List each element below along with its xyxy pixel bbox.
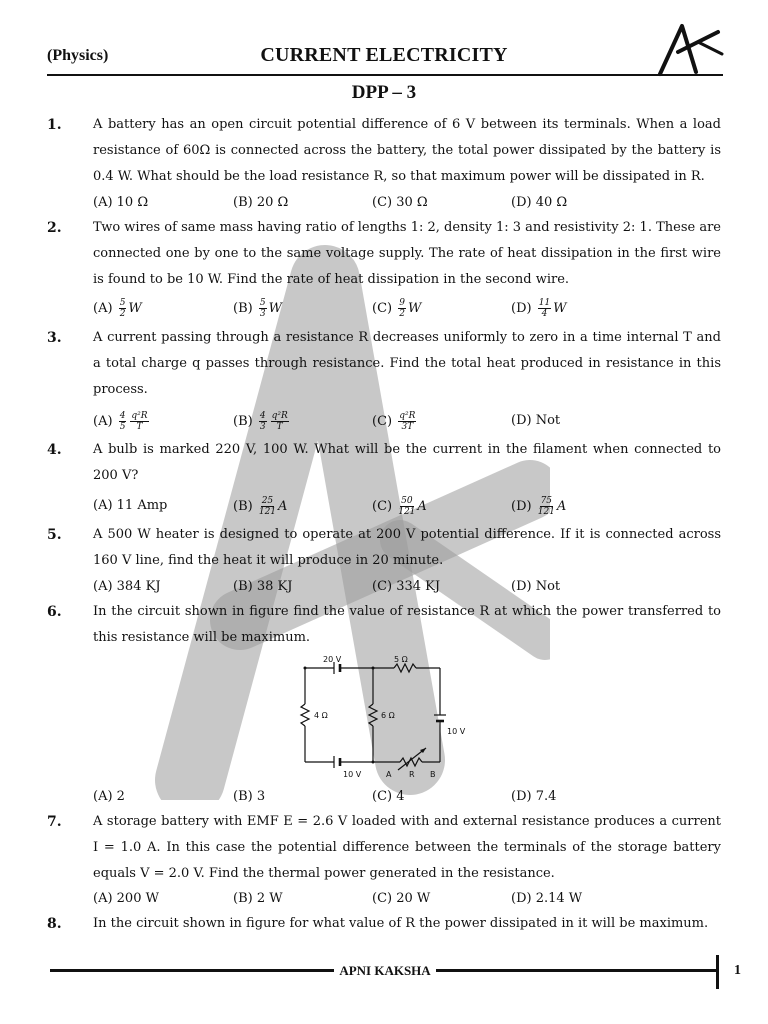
unit: W	[407, 301, 422, 316]
option-c: (C) 20 W	[372, 891, 431, 906]
fraction	[271, 411, 289, 432]
option-label: (C)	[372, 301, 393, 316]
option-label: (C)	[372, 499, 393, 514]
fraction	[130, 411, 148, 432]
option-d: (D) 2.14 W	[511, 891, 583, 906]
option-label: (B)	[233, 499, 253, 514]
question-number: 2.	[47, 220, 62, 236]
brand-logo	[652, 22, 724, 78]
footer-divider	[716, 955, 719, 989]
footer-rule-left	[50, 969, 334, 972]
fraction	[119, 411, 127, 432]
fraction-den: 121	[258, 507, 277, 517]
option-c	[372, 298, 421, 319]
fraction	[398, 298, 406, 319]
fraction-num: 50	[401, 496, 413, 506]
option-a	[93, 298, 142, 319]
option-b: (B) 20 Ω	[233, 195, 289, 210]
fraction-num: q²R	[131, 411, 148, 421]
option-b	[233, 411, 291, 432]
option-d	[511, 496, 566, 517]
emf-right-label: 10 V	[447, 727, 466, 736]
fraction	[259, 411, 267, 432]
unit: A	[417, 499, 427, 514]
option-label: (D)	[511, 499, 532, 514]
option-label: (D)	[511, 301, 532, 316]
question-text: In the circuit shown in figure for what value of R the power dissipated in it will be maximum.	[93, 916, 709, 931]
variable-resistor-label: R	[409, 770, 415, 779]
option-d: (D) 7.4	[511, 789, 557, 804]
fraction	[398, 496, 415, 517]
unit: A	[556, 499, 567, 514]
option-b	[233, 298, 282, 319]
fraction-num: q²R	[271, 411, 288, 421]
option-a: (A) 384 KJ	[93, 579, 161, 594]
option-d	[511, 298, 567, 319]
fraction-den: 4	[541, 309, 548, 319]
unit: A	[278, 499, 288, 514]
fraction-num: 75	[540, 496, 553, 506]
fraction-den: T	[276, 422, 283, 432]
emf-top-label: 20 V	[323, 655, 342, 664]
question-number: 1.	[47, 117, 62, 133]
option-b: (B) 2 W	[233, 891, 283, 906]
node-a-label: A	[386, 770, 392, 779]
question-number: 7.	[47, 814, 62, 830]
fraction-den: T	[136, 422, 143, 432]
option-a: (A) 2	[93, 789, 125, 804]
question-text: A battery has an open circuit potential difference of 6 V between its terminals. When a load resistance of 60Ω is connected across the battery, the total power dissipated by the battery is 0.4 W. What should be the load resistance R, so that maximum power will be dissipated in R.	[93, 117, 721, 184]
option-c	[372, 496, 427, 517]
option-label: (A)	[93, 301, 113, 316]
resistor-left-label: 4 Ω	[314, 711, 328, 720]
option-b	[233, 496, 287, 517]
fraction	[538, 298, 551, 319]
fraction	[538, 496, 555, 517]
subject-label: (Physics)	[47, 47, 109, 64]
question-number: 8.	[47, 916, 62, 932]
fraction-num: 9	[399, 298, 405, 308]
fraction-num: 5	[259, 298, 266, 308]
option-c: (C) 30 Ω	[372, 195, 428, 210]
option-label: (B)	[233, 414, 253, 429]
fraction	[119, 298, 127, 319]
option-c	[372, 411, 418, 432]
option-label: (B)	[233, 301, 253, 316]
page-number: 1	[734, 963, 741, 978]
footer-rule-right	[436, 969, 718, 972]
fraction-den: 2	[399, 309, 405, 319]
fraction-num: q²R	[399, 411, 416, 421]
fraction-den: 3	[259, 422, 266, 432]
unit: W	[128, 301, 142, 316]
fraction-den: 121	[398, 507, 416, 517]
question-text: In the circuit shown in figure find the value of resistance R at which the power transferred to this resistance will be maximum.	[93, 604, 721, 645]
option-a: (A) 11 Amp	[93, 498, 168, 513]
option-a: (A) 10 Ω	[93, 195, 149, 210]
fraction	[259, 298, 267, 319]
sheet-title: DPP – 3	[351, 82, 417, 103]
option-d: (D) Not	[511, 579, 561, 594]
option-d: (D) Not	[511, 413, 561, 428]
option-a	[93, 411, 151, 432]
question-text: A storage battery with EMF E = 2.6 V loaded with and external resistance produces a current I = 1.0 A. In this case the potential difference between the terminals of the storage battery equals V = 2.0 V. Find the thermal power generated in the resistance.	[93, 814, 721, 881]
fraction-num: 4	[259, 411, 266, 421]
option-c: (C) 4	[372, 789, 405, 804]
page-title: CURRENT ELECTRICITY	[260, 44, 508, 66]
fraction-num: 11	[538, 298, 551, 308]
option-label: (A)	[93, 414, 113, 429]
question-text: A current passing through a resistance R decreases uniformly to zero in a time internal T and a total charge q passes through resistance. Find the total heat produced in resistance in this process.	[93, 330, 721, 397]
option-d: (D) 40 Ω	[511, 195, 568, 210]
question-number: 3.	[47, 330, 62, 346]
question-number: 5.	[47, 527, 62, 543]
fraction	[259, 496, 276, 517]
circuit-diagram	[290, 652, 480, 782]
option-c: (C) 334 KJ	[372, 579, 441, 594]
fraction	[398, 411, 416, 432]
node-b-label: B	[430, 770, 436, 779]
unit: W	[553, 301, 567, 316]
unit: W	[268, 301, 282, 316]
option-b: (B) 38 KJ	[233, 579, 293, 594]
emf-bottom-label: 10 V	[343, 770, 362, 779]
footer-brand: APNI KAKSHA	[339, 963, 431, 978]
question-text: A 500 W heater is designed to operate at 200 V potential difference. If it is connected across 160 V line, find the heat it will produce in 20 minute.	[93, 527, 721, 568]
option-b: (B) 3	[233, 789, 266, 804]
fraction-den: 3T	[401, 422, 414, 432]
resistor-mid-label: 6 Ω	[381, 711, 395, 720]
option-label: (C)	[372, 414, 393, 429]
question-number: 6.	[47, 604, 62, 620]
resistor-top-label: 5 Ω	[394, 655, 408, 664]
fraction-num: 25	[261, 496, 274, 506]
option-a: (A) 200 W	[93, 891, 159, 906]
fraction-den: 2	[119, 309, 126, 319]
fraction-num: 5	[119, 298, 126, 308]
question-text: A bulb is marked 220 V, 100 W. What will be the current in the filament when connected to 200 V?	[93, 442, 721, 483]
fraction-num: 4	[119, 411, 126, 421]
header-rule	[47, 74, 723, 76]
fraction-den: 121	[537, 507, 555, 517]
question-text: Two wires of same mass having ratio of lengths 1: 2, density 1: 3 and resistivity 2: 1. These are connected one by one to the same voltage supply. The rate of heat dissipation in the first wire is found to be 10 W. Find the rate of heat dissipation in the second wire.	[93, 220, 721, 287]
fraction-den: 5	[119, 422, 126, 432]
fraction-den: 3	[259, 309, 266, 319]
question-number: 4.	[47, 442, 62, 458]
